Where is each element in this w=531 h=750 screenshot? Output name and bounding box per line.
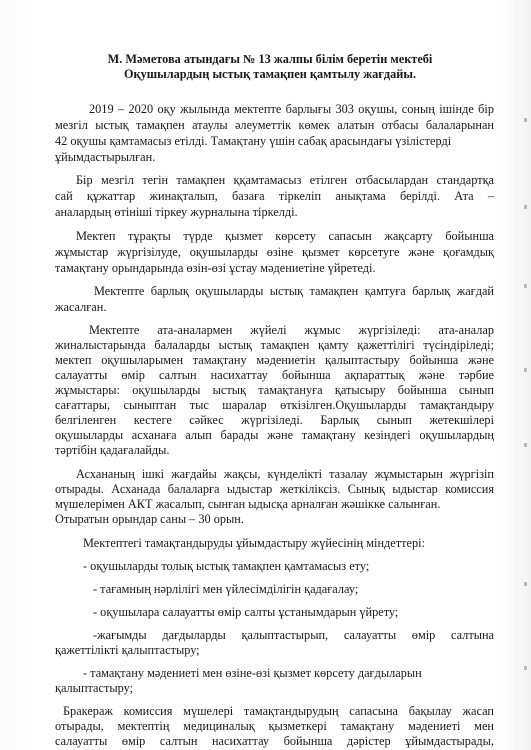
text-line: тәртібін қадағалайды. (55, 443, 170, 457)
text-line: оқушыларды асханаға алып барады және тамақтану кезіндегі оқушылардың (55, 428, 494, 442)
text-line: белгіленген кестеге сәйкес жүргізіледі. Барлық сынып жетекшілері (55, 413, 494, 427)
text-line: сағаттары, сыныптан тыс шаралар өткізілген.Оқушыларды тамақтандыру (55, 398, 494, 412)
text-line: мектеп оқушыларымен тамақтану мәдениетін қалыптастыру бойынша және (55, 353, 494, 367)
text-line: салауатты өмір салтын насихаттау бойынша ақпараттық және тәрбие (55, 368, 494, 382)
list-item: - тамақтану мәдениеті мен өзіне-өзі қызмет көрсету дағдыларын (83, 666, 422, 680)
list-item: -жағымды дағдыларды қалыптастырып, салауатты өмір салтына (93, 628, 494, 642)
text-line: 2019 – 2020 оқу жылында мектепте барлығы 303 оқушы, соның ішінде бір (89, 102, 494, 116)
text-line: Асхананың ішкі жағдайы жақсы, күнделікті тазалау жұмыстарын жүргізіп (76, 467, 494, 481)
title-line: М. Мәметова атындағы № 13 жалпы білім беретін мектебі (107, 52, 433, 66)
text-line: Бір мезгіл тегін тамақпен ққамтамасыз етілген отбасылардан стандартқа (76, 173, 494, 187)
scan-mark (524, 118, 527, 122)
scan-mark (524, 205, 527, 209)
text-line: Мектептегі тамақтандыруды ұйымдастыру жүйесінің міндеттері: (83, 536, 425, 550)
text-line: мүшелерімен АКТ жасалып, сынған ыдысқа арналған жәшікке салынған. (55, 497, 441, 511)
text-line: жасалған. (55, 300, 107, 314)
scan-mark (524, 582, 527, 586)
text-line: отырады, мектептің медициналық қызметкері тамақтану мәдениеті мен (55, 719, 494, 733)
text-line: салауатты өмір салтын насихаттау бойынша дәрістер ұйымдастырады, (55, 734, 494, 748)
text-line: сай құжаттар жинақталып, базаға тіркеліп анықтама берілді. Ата – (55, 189, 494, 203)
list-item: қалыптастыру; (55, 681, 133, 695)
text-line: аналардың өтініші тіркеу журналына тіркелді. (55, 205, 298, 219)
text-line: Мектепте барлық оқушыларды ыстық тамақпен қамтуға барлық жағдай (94, 284, 494, 298)
text-line: Мектеп тұрақты түрде қызмет көрсету сапасын жақсарту бойынша (76, 229, 494, 243)
text-line: Бракераж комиссия мүшелері тамақтандырудың сапасына бақылау жасап (63, 704, 494, 718)
scan-mark (524, 284, 527, 288)
scan-mark (524, 368, 527, 372)
list-item: қажеттілікті қалыптастыру; (55, 643, 200, 657)
text-line: тамақтану орындарында өзін-өзі ұстау мәдениетіне үйретеді. (55, 261, 376, 275)
text-line: жұмыстары: оқушыларды ыстық тамақтануға қатысыру бойынша сынып (55, 383, 494, 397)
text-line: отырады. Асханада балаларға ыдыстар жеткіліксіз. Сынық ыдыстар комиссия (55, 482, 494, 496)
text-line: жиналыстарында балаларды ыстық тамақпен қамту қажеттілігі түсіндіріледі; (55, 338, 494, 352)
text-line: Мектепте ата-аналармен жүйелі жұмыс жүргізіледі: ата-аналар (89, 323, 494, 337)
title-line: Оқушылардың ыстық тамақпен қамтылу жағдайы. (123, 67, 417, 81)
document-title (60, 52, 480, 82)
list-item: - тағамның нәрлілігі мен үйлесімділігін қадағалау; (93, 582, 359, 596)
list-item: - оқушыларды толық ыстық тамақпен қамтамасыз ету; (83, 559, 370, 573)
text-line: мезгіл ыстық тамақпен атаулы әлеуметтік көмек алатын отбасы балаларынан (55, 118, 494, 132)
text-line: Отыратын орындар саны – 30 орын. (55, 512, 244, 526)
text-line: 42 оқушы қамтамасыз етілді. Тамақтану үшін сабақ арасындағы үзілістерді (55, 134, 452, 148)
scan-mark (524, 443, 527, 447)
text-line: ұйымдастырылған. (55, 150, 156, 164)
scan-mark (524, 666, 527, 670)
list-item: - оқушылара салауатты өмір салты ұстанымдарын үйрету; (93, 605, 399, 619)
text-line: жұмыстар жүргізілуде, оқушыларды өзіне қызмет көрсетуге және қоғамдық (55, 245, 494, 259)
